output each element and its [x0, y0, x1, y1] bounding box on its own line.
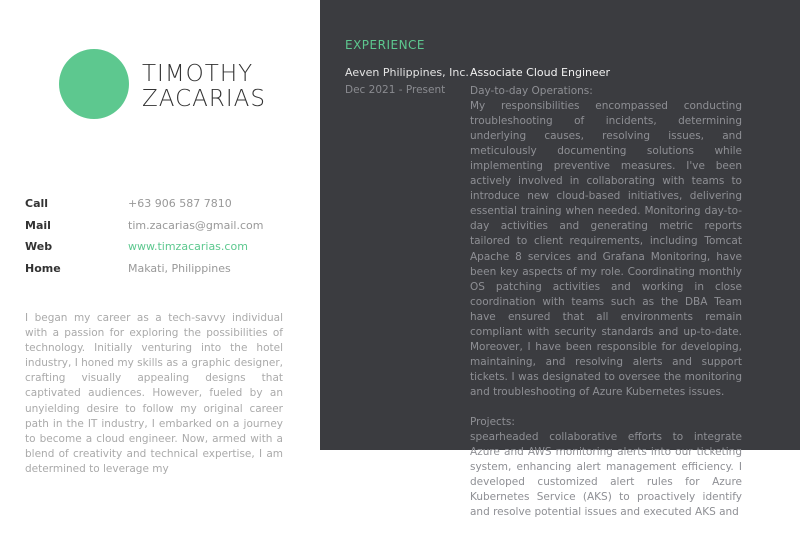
operations-text: My responsibilities encompassed conducting troubleshooting of incidents, determining underlying causes, resolving issues, and meticulously documenting solutions while implementing preventive measures. I've been actively involved in collaborating with teams to introduce new cloud-based initiatives, delivering essential training when needed. Monitoring day-to-day activities and generating metric reports tailored to client requirements, including Tomcat Apache 8 services and Grafana Monitoring, have been key aspects of my role. Coordinating monthly OS patching activities and working in close coordination with teams such as the DBA Team have ensured that all environments remain compliant with security standards and up-to-date. Moreover, I have been responsible for developing, maintaining, and resolving alerts and support tickets. I was designated to oversee the monitoring and troubleshooting of Azure Kubernetes issues.	[470, 100, 742, 398]
phone-number[interactable]: +63 906 587 7810	[128, 197, 232, 211]
contact-web	[25, 236, 305, 258]
contact-label: Home	[25, 261, 61, 275]
contact-label: Mail	[25, 218, 51, 232]
experience-heading: EXPERIENCE	[345, 38, 426, 52]
job-title: Associate Cloud Engineer	[470, 66, 611, 79]
projects-text: spearheaded collaborative efforts to integrate Azure and AWS monitoring alerts into our ticketing system, enhancing alert management efficiency. I developed customized alert rules for Azure Kubernetes Service (AKS) to proactively identify and resolve potential issues and executed AKS and	[470, 431, 742, 519]
home-location: Makati, Philippines	[128, 261, 231, 275]
avatar-circle	[59, 49, 129, 119]
contact-label: Web	[25, 240, 53, 254]
operations-heading: Day-to-day Operations:	[470, 85, 593, 97]
contact-call	[25, 193, 305, 215]
bio-text: I began my career as a tech-savvy individual with a passion for exploring the possibilities of technology. Initially venturing into the hotel industry, I honed my skills as a graphic designer, crafting visually appealing designs that captivated audiences. However, fueled by an unyielding desire to follow my original career path in the IT industry, I embarked on a journey to become a cloud engineer. Now, armed with a blend of creativity and technical expertise, I am determined to leverage my	[25, 312, 283, 475]
job-dates: Dec 2021 - Present	[345, 84, 446, 96]
job-description	[470, 84, 742, 535]
contact-list	[25, 193, 305, 279]
profile-panel	[0, 0, 320, 475]
email-link[interactable]: tim.zacarias@gmail.com	[128, 218, 264, 232]
first-name: TIMOTHY	[142, 61, 254, 87]
contact-label: Call	[25, 197, 49, 211]
website-link[interactable]: www.timzacarias.com	[128, 240, 248, 254]
last-name: ZACARIAS	[142, 86, 266, 112]
contact-home	[25, 258, 305, 280]
contact-mail	[25, 215, 305, 237]
profile-name	[142, 62, 266, 112]
company-name: Aeven Philippines, Inc.	[345, 66, 469, 79]
projects-heading: Projects:	[470, 415, 515, 428]
